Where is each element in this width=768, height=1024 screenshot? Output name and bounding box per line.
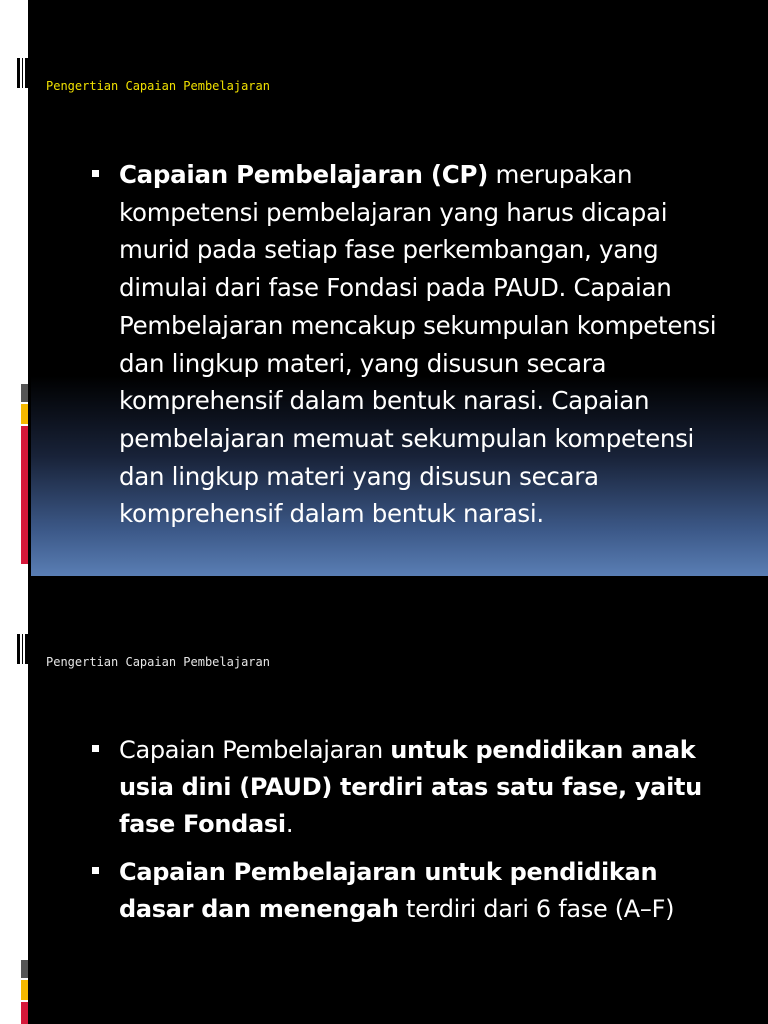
bullet-list xyxy=(92,156,738,533)
bold-text: untuk pendidikan anak usia dini (PAUD) terdiri atas satu fase, yaitu fase Fondasi xyxy=(119,736,702,838)
bullet-list xyxy=(92,732,738,939)
accent-yellow xyxy=(21,404,28,424)
body-text: terdiri dari 6 fase (A–F) xyxy=(398,895,675,923)
accent-red xyxy=(21,1002,28,1024)
bullet-item xyxy=(92,854,738,928)
left-decoration-strip xyxy=(0,576,31,1024)
bold-text: Capaian Pembelajaran (CP) xyxy=(119,160,489,189)
slide-2 xyxy=(0,576,768,1024)
accent-red xyxy=(21,426,28,564)
square-bullet-icon xyxy=(92,170,99,177)
barcode-decoration xyxy=(17,634,31,664)
left-decoration-strip xyxy=(0,0,31,576)
body-text: merupakan kompetensi pembelajaran yang harus dicapai murid pada setiap fase perkembangan, yang dimulai dari fase Fondasi pada PAUD. Capaian Pembelajaran mencakup sekumpulan kompetensi dan lingkup materi, yang disusun secara komprehensif dalam bentuk narasi. Capaian pembelajaran memuat sekumpulan kompetensi dan lingkup materi yang disusun secara komprehensif dalam bentuk narasi. xyxy=(119,160,717,529)
barcode-decoration xyxy=(17,58,31,88)
bold-text: Capaian Pembelajaran untuk pendidikan dasar dan menengah xyxy=(119,858,658,923)
slide-title: Pengertian Capaian Pembelajaran xyxy=(46,655,270,669)
body-text: Capaian Pembelajaran xyxy=(119,736,391,764)
accent-gray xyxy=(21,384,28,402)
square-bullet-icon xyxy=(92,745,99,752)
bullet-item xyxy=(92,732,738,843)
body-text: . xyxy=(285,810,294,838)
slide-title: Pengertian Capaian Pembelajaran xyxy=(46,79,270,93)
accent-yellow xyxy=(21,980,28,1000)
square-bullet-icon xyxy=(92,867,99,874)
bullet-item xyxy=(92,156,738,533)
accent-gray xyxy=(21,960,28,978)
